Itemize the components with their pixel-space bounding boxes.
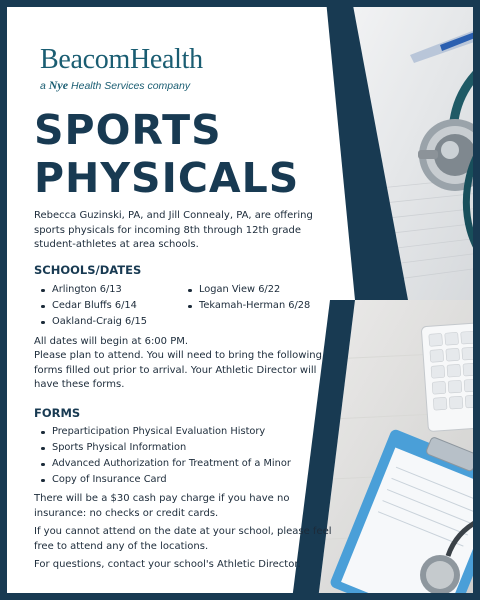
list-item: Logan View 6/22 — [185, 282, 310, 298]
list-item: Sports Physical Information — [38, 440, 291, 456]
list-item: Copy of Insurance Card — [38, 472, 291, 488]
time-note: All dates will begin at 6:00 PM. — [34, 336, 189, 347]
attend-note: If you cannot attend on the date at your school, please feel free to attend any of the locations. — [34, 526, 332, 552]
list-item: Cedar Bluffs 6/14 — [38, 298, 147, 314]
schools-list-column1 — [38, 282, 147, 330]
schools-list-column2 — [185, 282, 310, 314]
list-item: Oakland-Craig 6/15 — [38, 314, 147, 330]
brand-tagline — [40, 78, 190, 93]
brand-logo: BeacomHealth — [40, 44, 203, 75]
tagline-nye: Nye — [48, 78, 69, 92]
intro-paragraph: Rebecca Guzinski, PA, and Jill Connealy, PA, are offering sports physicals for incoming 8th through 12th grade student-athletes at area schools. — [34, 210, 313, 250]
forms-heading: FORMS — [34, 406, 81, 420]
plan-note: Please plan to attend. You will need to bring the following forms filled out prior to arrival. Your Athletic Director will have these forms. — [34, 350, 322, 390]
forms-list — [38, 424, 291, 488]
page-title-line2: PHYSICALS — [34, 154, 300, 202]
list-item: Preparticipation Physical Evaluation History — [38, 424, 291, 440]
list-item: Arlington 6/13 — [38, 282, 147, 298]
list-item: Tekamah-Herman 6/28 — [185, 298, 310, 314]
contact-note: For questions, contact your school's Athletic Director. — [34, 559, 301, 570]
schools-heading: SCHOOLS/DATES — [34, 263, 142, 277]
page-title-line1: SPORTS — [34, 106, 222, 154]
tagline-prefix: a — [40, 80, 46, 92]
list-item: Advanced Authorization for Treatment of a Minor — [38, 456, 291, 472]
tagline-suffix: Health Services company — [71, 80, 191, 92]
charge-note: There will be a $30 cash pay charge if you have no insurance: no checks or credit cards. — [34, 493, 290, 519]
